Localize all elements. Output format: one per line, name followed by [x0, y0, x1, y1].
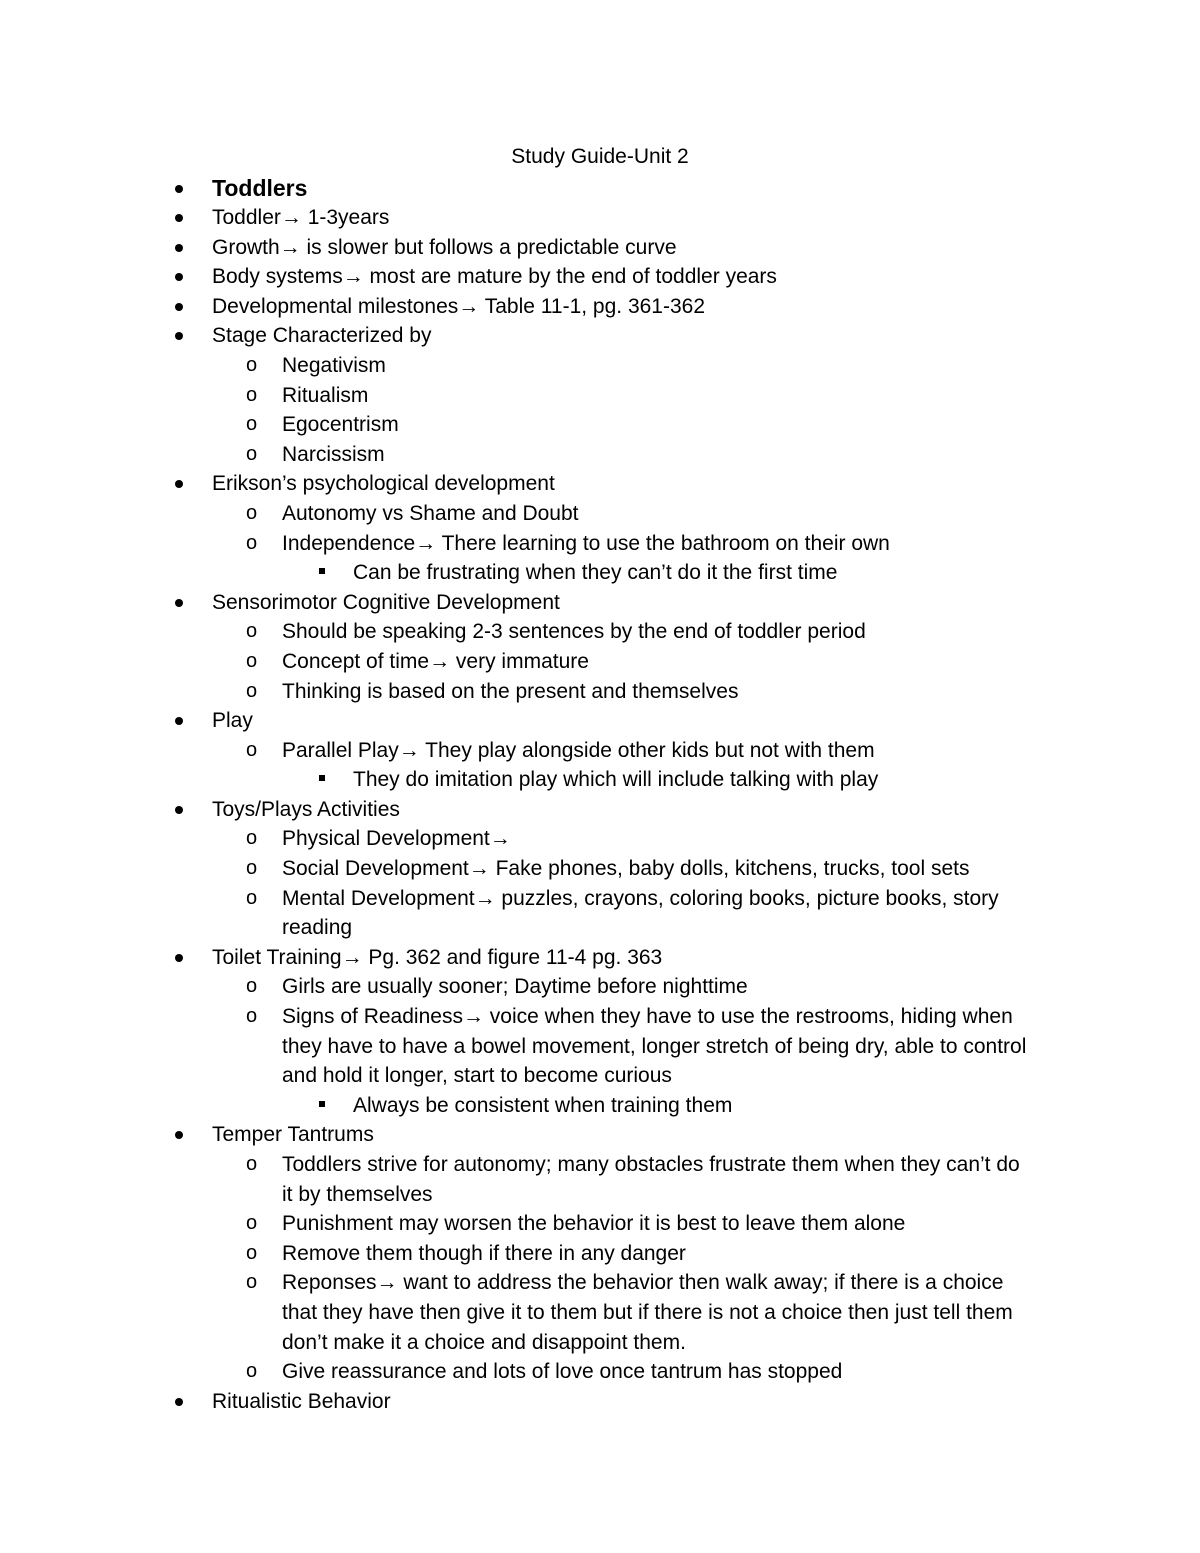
- list-item: [0, 706, 1200, 736]
- list-item: [0, 558, 1200, 588]
- list-item-text: Growth→ is slower but follows a predictable curve: [212, 235, 677, 259]
- list-item: [0, 647, 1200, 677]
- list-item-text: they have to have a bowel movement, longer stretch of being dry, able to control: [282, 1034, 1027, 1058]
- circle-bullet-icon: o: [246, 1212, 258, 1235]
- list-item-text: Temper Tantrums: [212, 1123, 374, 1147]
- list-item: [0, 292, 1200, 322]
- list-item: [0, 410, 1200, 440]
- list-item-text: Toddler→ 1-3years: [212, 206, 390, 229]
- list-item-text: Toddlers strive for autonomy; many obstacles frustrate them when they can’t do: [282, 1153, 1020, 1176]
- list-item: [0, 617, 1200, 647]
- circle-bullet-icon: o: [246, 649, 258, 672]
- circle-bullet-icon: o: [246, 353, 258, 376]
- list-item-text: Toys/Plays Activities: [212, 797, 400, 821]
- circle-bullet-icon: o: [246, 531, 258, 554]
- list-item: [0, 351, 1200, 381]
- list-item-text: Can be frustrating when they can’t do it the first time: [353, 561, 838, 585]
- list-item-text: Parallel Play→ They play alongside other kids but not with them: [282, 738, 875, 762]
- list-item-text: Independence→ There learning to use the bathroom on their own: [282, 531, 890, 555]
- list-item-text: Concept of time→ very immature: [282, 649, 589, 673]
- list-item-text: Physical Development→: [282, 827, 511, 851]
- list-item-text: Signs of Readiness→ voice when they have to use the restrooms, hiding when: [282, 1005, 1013, 1029]
- list-item-text: Social Development→ Fake phones, baby dolls, kitchens, trucks, tool sets: [282, 857, 970, 881]
- list-item: [0, 1387, 1200, 1417]
- list-item: [0, 1357, 1200, 1387]
- list-item-text: Narcissism: [282, 442, 385, 466]
- list-item: [0, 677, 1200, 707]
- circle-bullet-icon: o: [246, 827, 258, 850]
- circle-bullet-icon: o: [246, 679, 258, 702]
- list-item-text: Thinking is based on the present and themselves: [282, 679, 739, 703]
- list-item-text: Should be speaking 2-3 sentences by the end of toddler period: [282, 620, 866, 644]
- list-item-text: Autonomy vs Shame and Doubt: [282, 501, 579, 525]
- list-item: [0, 1268, 1200, 1357]
- document-body: [0, 173, 1200, 1416]
- list-item: [0, 529, 1200, 559]
- circle-bullet-icon: o: [246, 501, 258, 524]
- list-item-text: don’t make it a choice and disappoint them.: [282, 1330, 686, 1354]
- list-item-text: Punishment may worsen the behavior it is best to leave them alone: [282, 1212, 906, 1236]
- list-item: [0, 1091, 1200, 1121]
- list-item: [0, 943, 1200, 973]
- circle-bullet-icon: o: [246, 620, 258, 643]
- list-item-text: Play: [212, 709, 253, 733]
- list-item: [0, 765, 1200, 795]
- list-item: [0, 824, 1200, 854]
- list-item: [0, 440, 1200, 470]
- circle-bullet-icon: o: [246, 1005, 258, 1028]
- list-item-text: Give reassurance and lots of love once tantrum has stopped: [282, 1360, 843, 1384]
- list-item: [0, 1150, 1200, 1209]
- list-item: [0, 795, 1200, 825]
- circle-bullet-icon: o: [246, 442, 258, 465]
- list-item-text: Sensorimotor Cognitive Development: [212, 590, 560, 614]
- list-item: [0, 321, 1200, 351]
- list-item: [0, 1002, 1200, 1091]
- circle-bullet-icon: o: [246, 1360, 258, 1383]
- circle-bullet-icon: o: [246, 1241, 258, 1264]
- circle-bullet-icon: o: [246, 886, 258, 909]
- list-item: [0, 469, 1200, 499]
- list-item: [0, 381, 1200, 411]
- circle-bullet-icon: o: [246, 975, 258, 998]
- list-item-text: They do imitation play which will include talking with play: [353, 768, 879, 792]
- list-item-text: Toilet Training→ Pg. 362 and figure 11-4 pg. 363: [212, 945, 663, 969]
- circle-bullet-icon: o: [246, 857, 258, 880]
- circle-bullet-icon: o: [246, 1153, 258, 1175]
- list-item-text: Stage Characterized by: [212, 324, 432, 348]
- list-item: [0, 1209, 1200, 1239]
- circle-bullet-icon: o: [246, 383, 258, 406]
- list-item-text: Always be consistent when training them: [353, 1093, 733, 1117]
- list-item: [0, 499, 1200, 529]
- list-item-text: and hold it longer, start to become curious: [282, 1064, 672, 1088]
- list-item-text: Reponses→ want to address the behavior then walk away; if there is a choice: [282, 1271, 1004, 1295]
- list-item: [0, 854, 1200, 884]
- page-title: Study Guide-Unit 2: [511, 145, 689, 168]
- list-item-text: Body systems→ most are mature by the end of toddler years: [212, 265, 777, 289]
- list-item-text: Remove them though if there in any danger: [282, 1241, 686, 1265]
- list-item: [0, 203, 1200, 233]
- circle-bullet-icon: o: [246, 1271, 258, 1294]
- list-item-text: Erikson’s psychological development: [212, 472, 555, 496]
- list-item: [0, 262, 1200, 292]
- list-item-text: reading: [282, 916, 353, 940]
- circle-bullet-icon: o: [246, 738, 258, 761]
- list-item-text: it by themselves: [282, 1182, 433, 1206]
- list-item-text: Ritualistic Behavior: [212, 1389, 391, 1413]
- list-item-text: Negativism: [282, 353, 386, 377]
- circle-bullet-icon: o: [246, 413, 258, 436]
- list-item-text: that they have then give it to them but if there is not a choice then just tell them: [282, 1300, 1013, 1324]
- list-item: [0, 173, 1200, 203]
- list-item: [0, 1120, 1200, 1150]
- list-item: [0, 1239, 1200, 1269]
- list-item-text: Ritualism: [282, 383, 369, 407]
- list-item-text: Toddlers: [212, 175, 308, 201]
- list-item: [0, 736, 1200, 766]
- list-item-text: Mental Development→ puzzles, crayons, coloring books, picture books, story: [282, 886, 999, 910]
- list-item: [0, 233, 1200, 263]
- list-item: [0, 588, 1200, 618]
- list-item: [0, 972, 1200, 1002]
- list-item-text: Egocentrism: [282, 413, 399, 437]
- list-item-text: Girls are usually sooner; Daytime before nighttime: [282, 975, 748, 999]
- list-item-text: Developmental milestones→ Table 11-1, pg. 361-362: [212, 294, 706, 318]
- list-item: [0, 884, 1200, 943]
